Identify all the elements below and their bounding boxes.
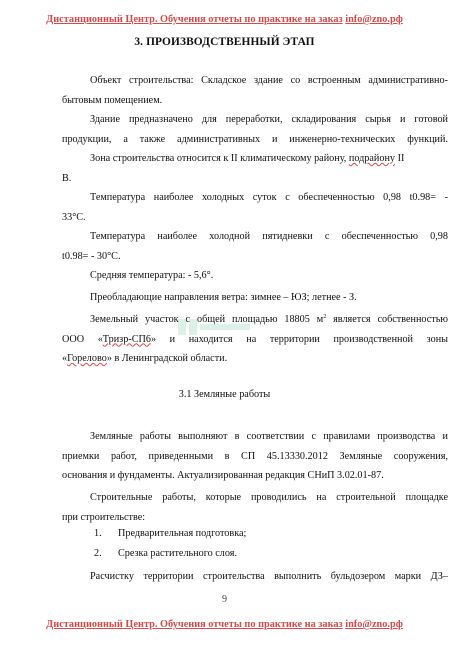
- paragraph-cold-week: [62, 227, 448, 266]
- list-number: 2.: [94, 548, 102, 559]
- paragraph-cold-day: [62, 188, 448, 227]
- paragraph-line: Средняя температура: - 5,6°.: [90, 270, 214, 281]
- paragraph-line: [62, 349, 448, 369]
- text-segment: ООО «: [62, 333, 103, 345]
- paragraph-clearing: [62, 567, 448, 587]
- paragraph-line: Здание предназначено для переработки, складирования сырья и готовой: [90, 114, 448, 125]
- paragraph-land-plot: [62, 310, 448, 369]
- paragraph-object: [62, 71, 448, 110]
- paragraph-line: Земляные работы выполняют в соответствии с правилами производства и: [90, 431, 448, 442]
- paragraph-line: при строительстве:: [62, 511, 146, 523]
- superscript: 2: [323, 314, 327, 320]
- paragraph-line: В.: [62, 172, 72, 184]
- paragraph-average-temp: [62, 266, 448, 286]
- text-segment: » в Ленинградской области.: [106, 353, 228, 364]
- paragraph-line: Строительные работы, которые проводились на строительной площадке: [90, 492, 448, 503]
- text-segment: » и находится на территории производственной зоны: [150, 333, 448, 345]
- footer-watermark-banner: [0, 619, 449, 630]
- text-segment: II: [395, 153, 405, 164]
- paragraph-climate: [62, 149, 448, 188]
- list-text: Срезка растительного слоя.: [118, 548, 238, 559]
- text-segment: Земельный участок с общей площадью 18805 м: [90, 314, 324, 325]
- spellcheck-word: подрайону: [348, 153, 396, 164]
- paragraph-line: [62, 330, 448, 350]
- paragraph-line: Преобладающие направления ветра: зимнее – ЮЗ; летнее - З.: [90, 292, 357, 303]
- paragraph-line: t0.98= - 30°С.: [62, 250, 121, 262]
- section-title: 3. ПРОИЗВОДСТВЕННЫЙ ЭТАП: [134, 36, 315, 48]
- paragraph-purpose: [62, 110, 448, 149]
- list-text: Предварительная подготовка;: [118, 528, 247, 539]
- paragraph-line: [62, 310, 448, 330]
- paragraph-line: Объект строительства: Складское здание со встроенным административно-: [90, 75, 448, 86]
- page-number: 9: [222, 594, 227, 605]
- paragraph-earthworks: [62, 427, 448, 486]
- spellcheck-word: Тризр-СП6: [102, 333, 151, 345]
- paragraph-line: продукции, а также административных и инженерно-технических функций.: [62, 133, 448, 145]
- subsection-heading: 3.1 Земляные работы: [178, 389, 271, 400]
- spellcheck-word: Горелово: [67, 353, 107, 364]
- paragraph-line: приемки работ, приведенными в СП 45.13330.2012 Земляные сооружения,: [62, 450, 448, 462]
- list-number: 1.: [94, 528, 102, 539]
- text-segment: является собственностью: [326, 314, 448, 325]
- paragraph-line: 33°С.: [62, 211, 86, 223]
- text-segment: Зона строительства относится к II климатическому району,: [90, 153, 349, 164]
- paragraph-line: бытовым помещением.: [62, 94, 163, 106]
- footer-banner-site[interactable]: info@zno.рф: [345, 619, 403, 630]
- paragraph-wind: [62, 288, 448, 308]
- text-segment: «: [62, 353, 68, 364]
- paragraph-construction-works: [62, 488, 448, 527]
- header-banner-site[interactable]: info@zno.рф: [345, 14, 403, 25]
- list-item: [94, 528, 246, 539]
- paragraph-line: основания и фундаменты. Актуализированная редакция СНиП 3.02.01-87.: [62, 470, 384, 481]
- header-watermark-banner: [0, 14, 449, 25]
- footer-banner-text: Дистанционный Центр. Обучения отчеты по практике на заказ: [46, 619, 343, 630]
- paragraph-line: Температура наиболее холодных суток с обеспеченностью 0,98 t0.98= -: [90, 192, 448, 203]
- paragraph-line: [62, 149, 448, 169]
- paragraph-line: Расчистку территории строительства выполнить бульдозером марки ДЗ–: [90, 571, 448, 582]
- header-banner-text: Дистанционный Центр. Обучения отчеты по практике на заказ: [46, 14, 343, 25]
- list-item: [94, 548, 237, 559]
- paragraph-line: Температура наиболее холодной пятидневки с обеспеченностью 0,98: [90, 231, 448, 242]
